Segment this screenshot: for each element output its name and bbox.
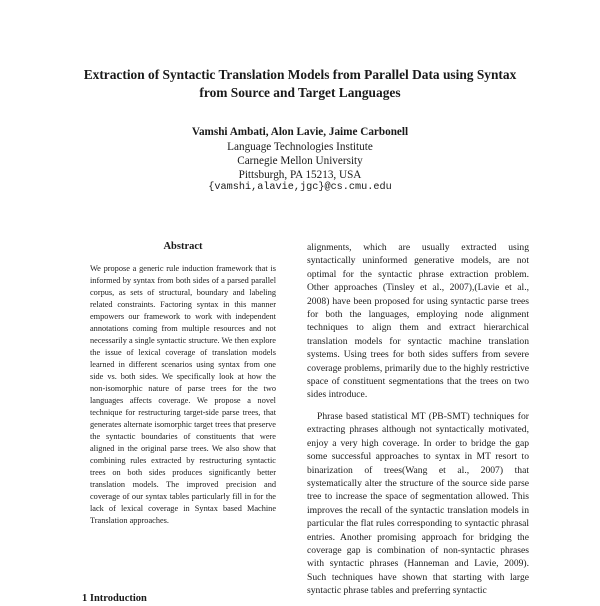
paper-title-line-1: Extraction of Syntactic Translation Models from Parallel Data using Syntax bbox=[83, 67, 517, 82]
abstract-heading: Abstract bbox=[163, 241, 203, 252]
author-list: Vamshi Ambati, Alon Lavie, Jaime Carbonell bbox=[191, 126, 409, 138]
affiliation-address: Pittsburgh, PA 15213, USA bbox=[238, 169, 362, 181]
abstract-text: We propose a generic rule induction framework that is informed by syntax from both sides of a parsed parallel corpus, as sets of structural, boundary and labeling related constraints. Factoring syntax in this manner empowers our framework to work with independent annotations coming from multiple resources and not necessarily a single syntactic structure. We then explore the issue of lexical coverage of translation models learned in different scenarios using syntax from one side vs. both sides. We specifically look at how the non-isomorphic nature of parse trees for the two languages affects coverage. We propose a novel technique for restructuring target-side parse trees, that generates alternate isomorphic target trees that preserve the syntactic boundaries of constituents that were aligned in the original parse trees. We also show that combining rules extracted by restructuring syntactic trees on both sides produces significantly better translation models. The improved precision and coverage of our syntax tables particularly fill in for the lack of lexical coverage in Syntax based Machine Translation approaches. bbox=[90, 264, 276, 525]
paper-title bbox=[40, 66, 560, 102]
body-paragraph: Phrase based statistical MT (PB-SMT) techniques for extracting phrases although not syntactically motivated, enjoy a very high coverage. In order to bridge the gap some successful approaches to syntax in MT resort to binarization of trees(Wang et al., 2007) that systematically alter the structure of the source side parse tree to increase the space of segmentation allowed. This improves the recall of the syntactic translation models in particular the flat rules corresponding to syntactic phrasal entries. Another promising approach for bridging the coverage gap is combination of non-syntactic phrases with syntactic phrases (Hanneman and Lavie, 2009). Such techniques have shown that starting with large syntactic phrase tables and preferring syntactic bbox=[307, 410, 529, 597]
paper-title-line-2: from Source and Target Languages bbox=[199, 85, 401, 100]
right-column bbox=[307, 241, 529, 606]
introduction-heading: 1 Introduction bbox=[82, 593, 147, 604]
body-paragraph: alignments, which are usually extracted using syntactically uninformed generative models, are not optimal for the syntactic phrase extraction problem. Other approaches (Tinsley et al., 2007),(Lavie et al., 2008) have been proposed for using syntactic parse trees for both the languages, employing node alignment techniques to align them and extract hierarchical translation models for syntactic machine translation systems. Using trees for both sides suffers from severe coverage problems, primarily due to the highly restrictive space of constituent segmentations that the trees on two sides introduce. bbox=[307, 242, 529, 401]
author-email: {vamshi,alavie,jgc}@cs.cmu.edu bbox=[208, 182, 392, 193]
affiliation-institute: Language Technologies Institute bbox=[227, 141, 373, 153]
affiliation-university: Carnegie Mellon University bbox=[237, 155, 363, 167]
